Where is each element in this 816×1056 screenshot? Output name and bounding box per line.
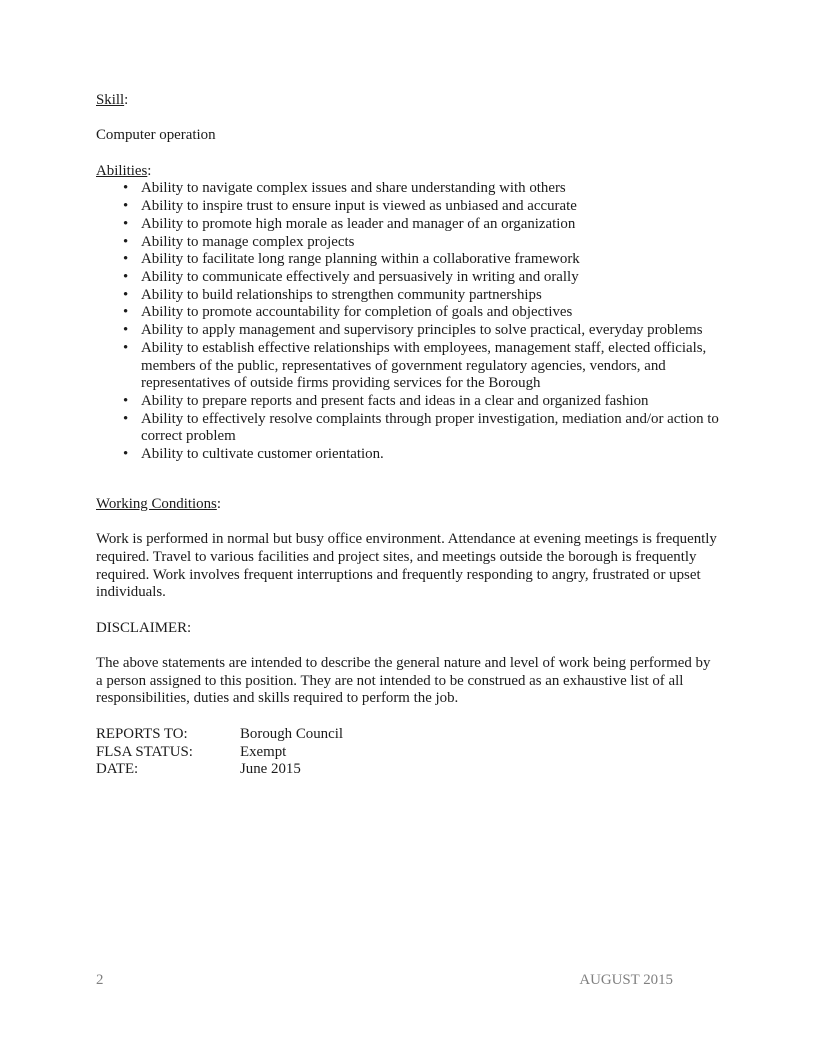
disclaimer-heading: DISCLAIMER:	[96, 619, 192, 636]
abilities-list	[96, 180, 720, 463]
page-footer	[96, 972, 673, 990]
abilities-heading-label: Abilities	[96, 162, 148, 179]
list-item: • Ability to inspire trust to ensure input is viewed as unbiased and accurate	[96, 198, 720, 216]
date-label: DATE:	[96, 761, 139, 778]
disclaimer-paragraph: The above statements are intended to describe the general nature and level of work being performed by a person assigned to this position. They are not intended to be construed as an exhaustive list of all responsibilities, duties and skills required to perform the job.	[96, 655, 711, 707]
working-conditions-heading	[96, 496, 720, 514]
list-item: • Ability to manage complex projects	[96, 234, 720, 252]
skill-heading-label: Skill	[96, 92, 125, 108]
working-conditions-paragraph: Work is performed in normal but busy office environment. Attendance at evening meetings is frequently required. Travel to various facilities and project sites, and meetings outside the borough is frequently required. Work involves frequent interruptions and frequently responding to angry, frustrated or upset individuals.	[96, 531, 717, 601]
list-item: • Ability to navigate complex issues and share understanding with others	[96, 180, 720, 198]
skill-value: Computer operation	[96, 127, 216, 144]
page-number: 2	[96, 972, 104, 988]
flsa-status-value: Exempt	[240, 743, 287, 760]
list-item: • Ability to cultivate customer orientation.	[96, 446, 720, 464]
working-conditions-heading-label: Working Conditions	[96, 495, 217, 512]
skill-heading-colon: :	[124, 92, 129, 108]
list-item: • Ability to promote accountability for completion of goals and objectives	[96, 304, 720, 322]
detail-rows	[96, 726, 720, 779]
list-item: • Ability to facilitate long range planning within a collaborative framework	[96, 251, 720, 269]
list-item: • Ability to promote high morale as leader and manager of an organization	[96, 216, 720, 234]
list-item: • Ability to build relationships to strengthen community partnerships	[96, 287, 720, 305]
reports-to-value: Borough Council	[240, 725, 343, 742]
list-item: • Ability to apply management and supervisory principles to solve practical, everyday problems	[96, 322, 720, 340]
flsa-status-label: FLSA STATUS:	[96, 743, 193, 760]
table-row	[96, 726, 720, 744]
abilities-heading	[96, 163, 720, 181]
reports-to-label: REPORTS TO:	[96, 725, 188, 742]
list-item: • Ability to effectively resolve complaints through proper investigation, mediation and/or action to correct problem	[96, 411, 720, 446]
skill-heading	[96, 92, 720, 110]
list-item: • Ability to establish effective relationships with employees, management staff, elected officials, members of the public, representatives of government regulatory agencies, vendors, and representatives of outside firms providing services for the Borough	[96, 340, 720, 393]
table-row	[96, 761, 720, 779]
table-row	[96, 744, 720, 762]
list-item: • Ability to communicate effectively and persuasively in writing and orally	[96, 269, 720, 287]
working-conditions-heading-colon: :	[216, 495, 221, 512]
abilities-heading-colon: :	[147, 162, 152, 179]
footer-date: AUGUST 2015	[579, 972, 673, 988]
list-item: • Ability to prepare reports and present facts and ideas in a clear and organized fashion	[96, 393, 720, 411]
date-value: June 2015	[240, 761, 301, 778]
